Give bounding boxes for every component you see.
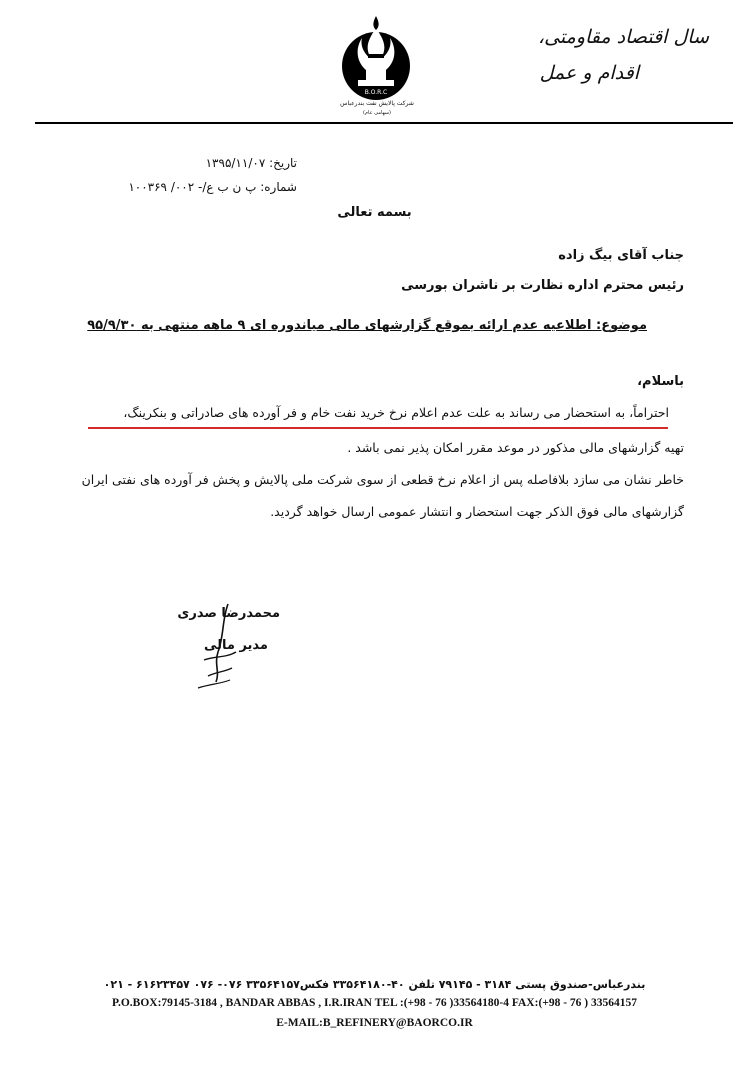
greeting: باسلام، — [637, 374, 684, 389]
slogan-line-2: اقدام و عمل — [539, 62, 639, 84]
recipient-name: جناب آقای بیگ زاده — [558, 248, 684, 263]
letter-number: شماره: پ ن ب ع/- ۰۰۲/ ۱۰۰۳۶۹ — [128, 180, 297, 194]
footer-email: E-MAIL:B_REFINERY@BAORCO.IR — [276, 1017, 473, 1029]
letter-subject: موضوع: اطلاعیه عدم ارائه بموقع گزارشهای مالی میاندوره ای ۹ ماهه منتهی به ۹۵/۹/۳۰ — [87, 318, 647, 333]
recipient-title: رئیس محترم اداره نظارت بر ناشران بورسی — [401, 278, 684, 293]
logo-initials: B.O.R.C — [364, 89, 388, 96]
invocation: بسمه تعالی — [337, 205, 412, 220]
refinery-flame-logo-icon — [318, 14, 436, 110]
footer-persian-address: بندرعباس-صندوق پستی ۳۱۸۴ - ۷۹۱۴۵ تلفن ۴۰-۳۳۵۶۴۱۸۰ فکس۳۳۵۶۴۱۵۷ ۰۷۶- ۰۷۶ ۶۱۶۲۳۴۵۷ - ۰۲۱ — [103, 978, 646, 991]
signature-block — [160, 600, 280, 690]
footer-postal-address: P.O.BOX:79145-3184 , BANDAR ABBAS , I.R.IRAN TEL :(+98 - 76 )33564180-4 FAX:(+98 - 76 ) 33564157 — [112, 997, 637, 1009]
logo-caption: شرکت پالایش نفت بندرعباس — [340, 100, 414, 107]
body-line-4: گزارشهای مالی فوق الذکر جهت استحضار و انتشار عمومی ارسال خواهد گردید. — [270, 504, 684, 519]
logo-subcaption: (سهامی عام) — [363, 110, 391, 116]
signatory-title: مدیر مالی — [203, 638, 268, 653]
body-line-1: احتراماً، به استحضار می رساند به علت عدم اعلام نرخ خرید نفت خام و فر آورده های صادراتی و بنکرینگ، — [123, 405, 669, 420]
company-logo — [318, 14, 436, 122]
signatory-name: محمدرضا صدری — [177, 606, 280, 621]
letter-date: تاریخ: ۱۳۹۵/۱۱/۰۷ — [205, 156, 297, 170]
slogan-line-1: سال اقتصاد مقاومتی، — [537, 26, 709, 48]
body-line-2: تهیه گزارشهای مالی مذکور در موعد مقرر امکان پذیر نمی باشد . — [347, 440, 684, 455]
body-line-3: خاطر نشان می سازد بلافاصله پس از اعلام نرخ قطعی از سوی شرکت ملی پالایش و پخش فر آورده های نفتی ایران — [81, 472, 684, 487]
header-rule — [35, 122, 733, 124]
body-highlight-underline — [88, 427, 668, 429]
handwritten-signature-icon — [190, 600, 250, 690]
